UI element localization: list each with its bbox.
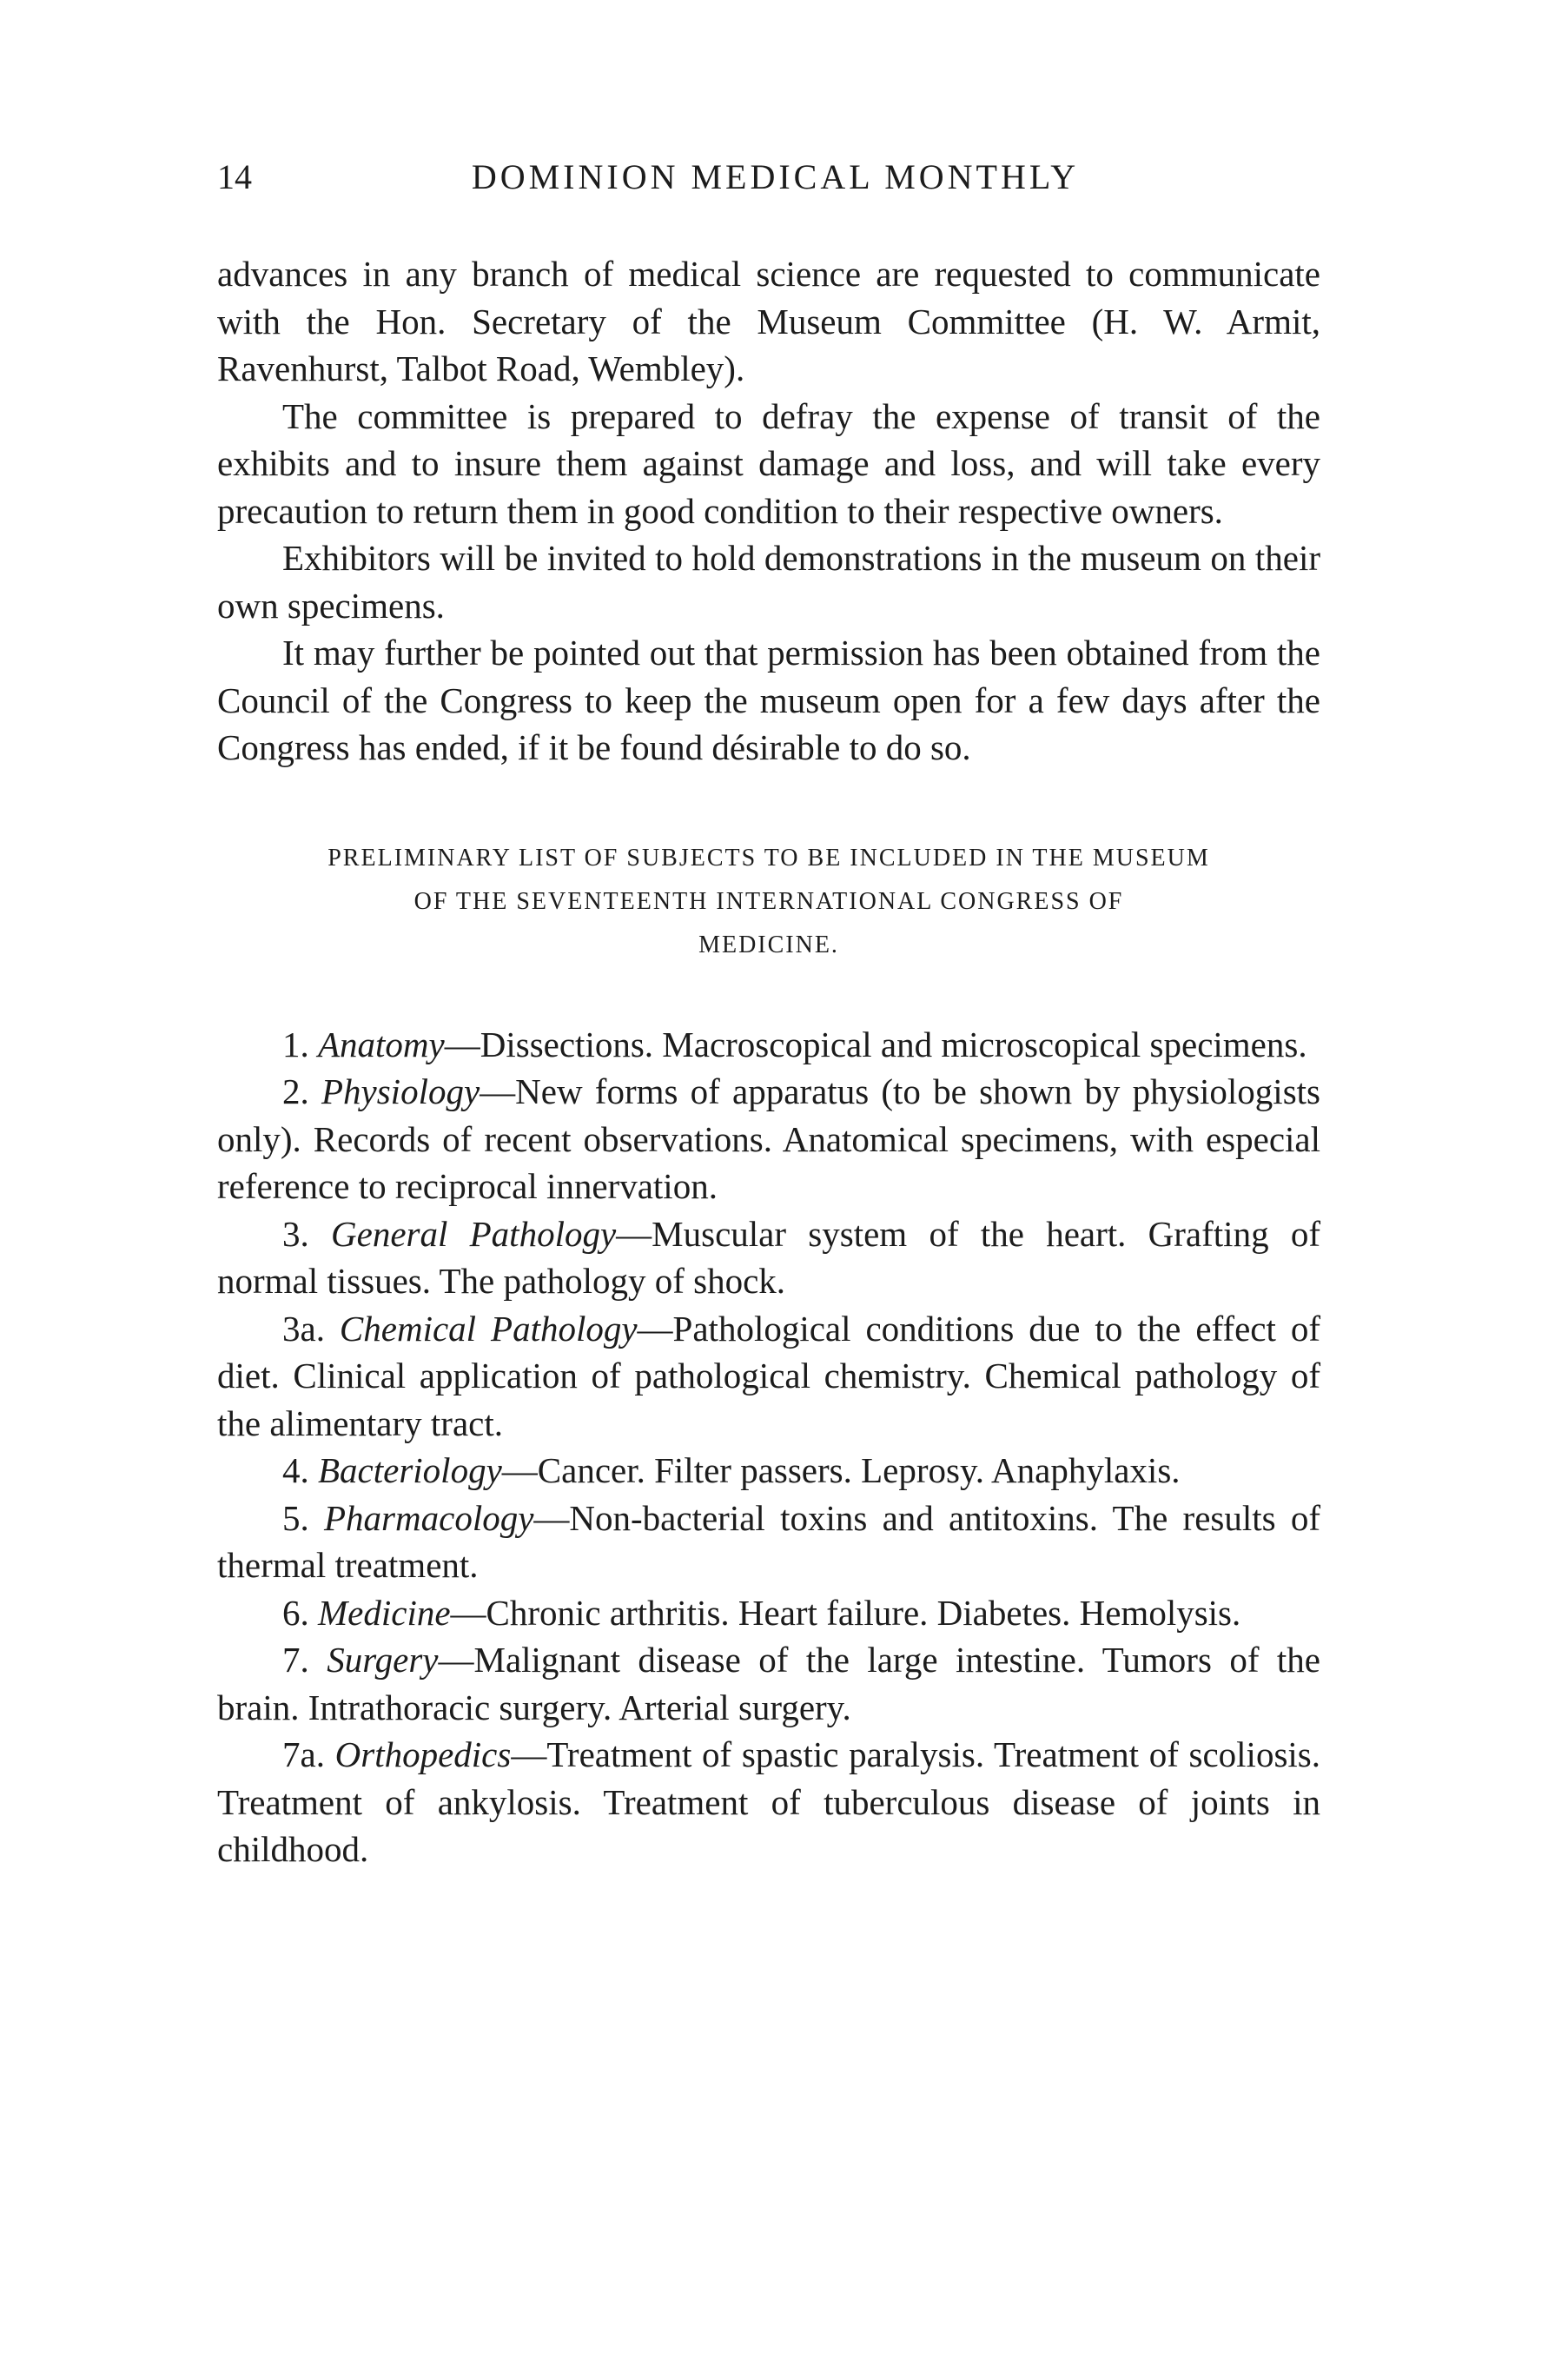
subject-item bbox=[217, 1731, 1320, 1873]
subject-item bbox=[217, 1495, 1320, 1589]
subject-number: 3. bbox=[282, 1213, 309, 1254]
subject-item bbox=[217, 1210, 1320, 1305]
subject-number: 3a. bbox=[282, 1308, 325, 1349]
paragraph-continuation: advances in any branch of medical science are requested to communicate with the Hon. Secretary of the Museum Committee (H. W. Armit, Ravenhurst, Talbot Road, Wembley). bbox=[217, 254, 1320, 388]
subject-name: Orthopedics bbox=[334, 1734, 512, 1774]
subject-name: General Pathology bbox=[331, 1213, 617, 1254]
paragraph-exhibitors: Exhibitors will be invited to hold demonstrations in the museum on their own specimens. bbox=[217, 538, 1320, 626]
subject-name: Medicine bbox=[318, 1592, 451, 1633]
subject-number: 2. bbox=[282, 1071, 309, 1111]
subject-number: 1. bbox=[282, 1024, 309, 1064]
subject-name: Chemical Pathology bbox=[339, 1308, 638, 1349]
section-heading-line: MEDICINE. bbox=[698, 931, 839, 958]
subject-name: Surgery bbox=[327, 1640, 439, 1680]
subject-number: 7a. bbox=[282, 1734, 325, 1774]
subject-item bbox=[217, 1021, 1320, 1069]
subject-name: Physiology bbox=[321, 1071, 480, 1111]
running-head: DOMINION MEDICAL MONTHLY bbox=[471, 157, 1080, 196]
paragraph-permission: It may further be pointed out that permission has been obtained from the Council of the Congress to keep the museum open for a few days after the Congress has ended, if it be found désirable to do so. bbox=[217, 633, 1320, 767]
subject-number: 7. bbox=[282, 1640, 309, 1680]
subject-item bbox=[217, 1305, 1320, 1448]
subject-text: —Pathological conditions due to the effect of diet. Clinical application of pathological chemistry. Chemical pathology of the alimentary tract. bbox=[217, 1308, 1320, 1443]
subject-text: —Cancer. Filter passers. Leprosy. Anaphylaxis. bbox=[501, 1450, 1181, 1490]
body-text bbox=[217, 250, 1320, 1873]
subject-text: —Treatment of spastic paralysis. Treatment of scoliosis. Treatment of ankylosis. Treatment of tuberculous disease of joints in childhood. bbox=[217, 1734, 1320, 1869]
section-heading bbox=[217, 837, 1320, 967]
subject-item bbox=[217, 1589, 1320, 1637]
subject-name: Pharmacology bbox=[324, 1497, 534, 1538]
subject-item bbox=[217, 1636, 1320, 1731]
subject-number: 5. bbox=[282, 1497, 309, 1538]
subject-number: 4. bbox=[282, 1450, 309, 1490]
subject-text: —Malignant disease of the large intestine. Tumors of the brain. Intrathoracic surgery. Arterial surgery. bbox=[217, 1640, 1321, 1727]
subject-text: —Chronic arthritis. Heart failure. Diabetes. Hemolysis. bbox=[450, 1592, 1241, 1633]
subject-text: —Muscular system of the heart. Grafting of normal tissues. The pathology of shock. bbox=[217, 1213, 1320, 1301]
section-heading-line: PRELIMINARY LIST OF SUBJECTS TO BE INCLUDED IN THE MUSEUM bbox=[327, 844, 1210, 872]
page-number: 14 bbox=[217, 157, 252, 196]
subject-name: Bacteriology bbox=[318, 1450, 502, 1490]
subject-item bbox=[217, 1068, 1320, 1210]
subject-text: —Dissections. Macroscopical and microscopical specimens. bbox=[444, 1024, 1307, 1064]
subject-text: —New forms of apparatus (to be shown by physiologists only). Records of recent observations. Anatomical specimens, with especial reference to reciprocal innervation. bbox=[217, 1071, 1321, 1206]
subject-name: Anatomy bbox=[318, 1024, 445, 1064]
subject-number: 6. bbox=[282, 1592, 309, 1633]
subject-item bbox=[217, 1447, 1320, 1495]
subject-text: —Non-bacterial toxins and antitoxins. The results of thermal treatment. bbox=[217, 1497, 1320, 1585]
section-heading-line: OF THE SEVENTEENTH INTERNATIONAL CONGRESS OF bbox=[413, 887, 1124, 915]
paragraph-committee: The committee is prepared to defray the expense of transit of the exhibits and to insure them against damage and loss, and will take every precaution to return them in good condition to their respective owners. bbox=[217, 395, 1320, 531]
subject-list bbox=[217, 1021, 1320, 1873]
page-header bbox=[217, 156, 1333, 209]
